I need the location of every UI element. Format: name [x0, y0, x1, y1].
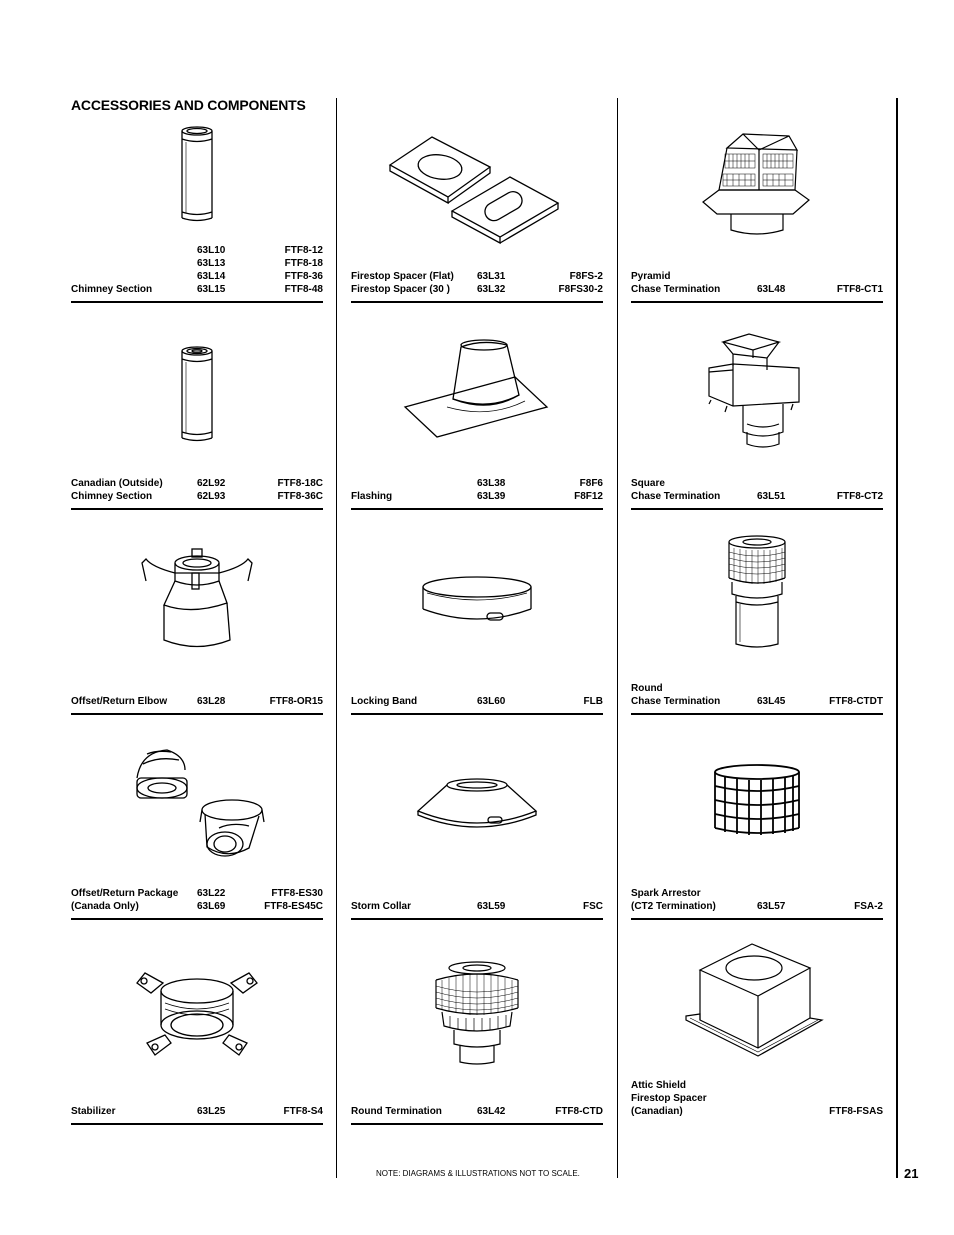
square-chase-termination-icon-drawing — [697, 332, 817, 452]
product-code: 62L92 — [197, 478, 226, 489]
scale-note: NOTE: DIAGRAMS & ILLUSTRATIONS NOT TO SCALE. — [376, 1169, 580, 1178]
product-code: 63L59 — [477, 901, 506, 912]
product-row — [71, 257, 323, 270]
part-number: F8F12 — [574, 491, 603, 502]
section-rule — [71, 1123, 323, 1125]
product-label — [631, 477, 883, 503]
product-row — [631, 270, 883, 283]
product-cell — [351, 919, 603, 1125]
product-name: Storm Collar — [351, 901, 412, 912]
attic-shield-icon-drawing — [682, 940, 832, 1060]
product-cell — [631, 714, 883, 920]
product-name: Chimney Section — [71, 284, 153, 295]
product-code: 63L14 — [197, 271, 226, 282]
section-rule — [351, 301, 603, 303]
product-label — [71, 244, 323, 296]
product-label — [351, 900, 603, 913]
product-name: Firestop Spacer (30 ) — [351, 284, 450, 295]
product-name: Flashing — [351, 491, 393, 502]
product-row — [631, 1079, 883, 1092]
part-number: FTF8-S4 — [283, 1106, 323, 1117]
product-row — [351, 1105, 603, 1118]
product-cell — [351, 509, 603, 715]
product-code: 63L25 — [197, 1106, 226, 1117]
offset-return-elbow-icon — [71, 543, 323, 663]
product-name: Offset/Return Elbow — [71, 696, 168, 707]
product-code: 63L22 — [197, 888, 226, 899]
product-label — [631, 270, 883, 296]
product-label — [71, 477, 323, 503]
pyramid-chase-termination-icon-drawing — [697, 130, 817, 240]
product-code: 63L69 — [197, 901, 226, 912]
product-cell — [71, 97, 323, 303]
part-number: FTF8-36 — [284, 271, 323, 282]
product-row — [631, 900, 883, 913]
part-number: FTF8-18 — [284, 258, 323, 269]
product-code: 63L51 — [757, 491, 786, 502]
part-number: FTF8-FSAS — [829, 1106, 883, 1117]
part-number: FSA-2 — [854, 901, 883, 912]
canadian-chimney-section-icon-drawing — [157, 342, 237, 442]
product-row — [351, 695, 603, 708]
product-row — [71, 477, 323, 490]
product-name: Chase Termination — [631, 284, 721, 295]
product-cell — [351, 714, 603, 920]
part-number: FTF8-OR15 — [269, 696, 323, 707]
part-number: FTF8-12 — [284, 245, 323, 256]
part-number: F8FS-2 — [569, 271, 603, 282]
product-row — [71, 695, 323, 708]
spark-arrestor-icon-drawing — [707, 762, 807, 842]
product-code: 63L28 — [197, 696, 226, 707]
section-rule — [631, 301, 883, 303]
part-number: F8FS30-2 — [558, 284, 603, 295]
locking-band-icon-drawing — [417, 573, 537, 633]
product-label — [351, 477, 603, 503]
chimney-section-icon-drawing — [157, 122, 237, 222]
part-number: FTF8-ES45C — [264, 901, 323, 912]
product-cell — [71, 714, 323, 920]
product-row — [631, 477, 883, 490]
product-label — [631, 682, 883, 708]
attic-shield-icon — [631, 940, 883, 1060]
product-row — [71, 1105, 323, 1118]
product-label — [351, 1105, 603, 1118]
product-name: Pyramid — [631, 271, 671, 282]
product-row — [351, 283, 603, 296]
product-row — [71, 887, 323, 900]
product-row — [351, 900, 603, 913]
product-row — [71, 270, 323, 283]
product-row — [631, 682, 883, 695]
product-row — [631, 1105, 883, 1118]
product-code: 63L45 — [757, 696, 786, 707]
part-number: FTF8-CTD — [555, 1106, 603, 1117]
offset-return-package-icon-drawing — [127, 742, 267, 862]
product-row — [351, 477, 603, 490]
product-name: Square — [631, 478, 665, 489]
product-code: 63L15 — [197, 284, 226, 295]
pyramid-chase-termination-icon — [631, 130, 883, 240]
part-number: FLB — [583, 696, 603, 707]
column-divider — [617, 98, 618, 1178]
round-chase-termination-icon — [631, 532, 883, 662]
offset-return-elbow-icon-drawing — [132, 543, 262, 663]
product-name: (Canada Only) — [71, 901, 139, 912]
product-cell — [631, 509, 883, 715]
product-name: Chase Termination — [631, 491, 721, 502]
part-number: FSC — [583, 901, 603, 912]
product-row — [71, 244, 323, 257]
product-code: 63L31 — [477, 271, 506, 282]
product-code: 63L13 — [197, 258, 226, 269]
product-code: 63L39 — [477, 491, 506, 502]
flashing-icon-drawing — [397, 337, 557, 447]
product-label — [71, 1105, 323, 1118]
product-name: Chimney Section — [71, 491, 153, 502]
canadian-chimney-section-icon — [71, 342, 323, 442]
product-row — [71, 283, 323, 296]
product-label — [351, 270, 603, 296]
product-row — [71, 490, 323, 503]
page-title: ACCESSORIES AND COMPONENTS — [71, 97, 306, 113]
round-termination-icon-drawing — [422, 958, 532, 1068]
product-cell — [631, 304, 883, 510]
product-name: Locking Band — [351, 696, 418, 707]
product-name: (Canadian) — [631, 1106, 683, 1117]
offset-return-package-icon — [71, 742, 323, 862]
spark-arrestor-icon — [631, 762, 883, 842]
product-name: Chase Termination — [631, 696, 721, 707]
round-termination-icon — [351, 958, 603, 1068]
product-row — [631, 490, 883, 503]
chimney-section-icon — [71, 122, 323, 222]
product-name: Round — [631, 683, 663, 694]
product-name: Stabilizer — [71, 1106, 116, 1117]
product-row — [631, 283, 883, 296]
product-name: Offset/Return Package — [71, 888, 179, 899]
product-label — [631, 887, 883, 913]
product-code: 63L38 — [477, 478, 506, 489]
section-rule — [351, 1123, 603, 1125]
part-number: FTF8-CT1 — [836, 284, 883, 295]
product-code: 63L10 — [197, 245, 226, 256]
flashing-icon — [351, 337, 603, 447]
part-number: FTF8-ES30 — [271, 888, 323, 899]
section-rule — [71, 301, 323, 303]
product-label — [71, 887, 323, 913]
product-name: Firestop Spacer — [631, 1093, 707, 1104]
product-row — [631, 695, 883, 708]
part-number: FTF8-18C — [277, 478, 323, 489]
product-label — [71, 695, 323, 708]
product-row — [631, 1092, 883, 1105]
column-divider — [336, 98, 337, 1178]
product-row — [351, 270, 603, 283]
product-code: 63L42 — [477, 1106, 506, 1117]
page-number: 21 — [904, 1166, 919, 1181]
part-number: FTF8-48 — [284, 284, 323, 295]
product-cell — [71, 304, 323, 510]
product-cell — [631, 919, 883, 1125]
product-code: 62L93 — [197, 491, 226, 502]
locking-band-icon — [351, 573, 603, 633]
page-edge-rule — [896, 98, 898, 1178]
product-code: 63L57 — [757, 901, 786, 912]
product-code: 63L60 — [477, 696, 506, 707]
part-number: FTF8-CT2 — [836, 491, 883, 502]
product-name: Canadian (Outside) — [71, 478, 163, 489]
part-number: FTF8-CTDT — [829, 696, 883, 707]
part-number: FTF8-36C — [277, 491, 323, 502]
product-cell — [351, 304, 603, 510]
product-row — [351, 490, 603, 503]
square-chase-termination-icon — [631, 332, 883, 452]
stabilizer-icon — [71, 963, 323, 1063]
product-name: Round Termination — [351, 1106, 442, 1117]
product-name: Attic Shield — [631, 1080, 687, 1091]
product-label — [631, 1079, 883, 1118]
part-number: F8F6 — [579, 478, 603, 489]
storm-collar-icon — [351, 773, 603, 843]
product-name: (CT2 Termination) — [631, 901, 716, 912]
product-code: 63L48 — [757, 284, 786, 295]
product-cell — [631, 97, 883, 303]
product-row — [631, 887, 883, 900]
round-chase-termination-icon-drawing — [712, 532, 802, 662]
product-name: Firestop Spacer (Flat) — [351, 271, 454, 282]
product-code: 63L32 — [477, 284, 506, 295]
storm-collar-icon-drawing — [412, 773, 542, 843]
product-label — [351, 695, 603, 708]
firestop-spacer-icon — [351, 125, 603, 245]
firestop-spacer-icon-drawing — [382, 125, 572, 245]
stabilizer-icon-drawing — [127, 963, 267, 1063]
product-cell — [71, 509, 323, 715]
product-cell — [351, 97, 603, 303]
product-name: Spark Arrestor — [631, 888, 701, 899]
product-cell — [71, 919, 323, 1125]
product-row — [71, 900, 323, 913]
